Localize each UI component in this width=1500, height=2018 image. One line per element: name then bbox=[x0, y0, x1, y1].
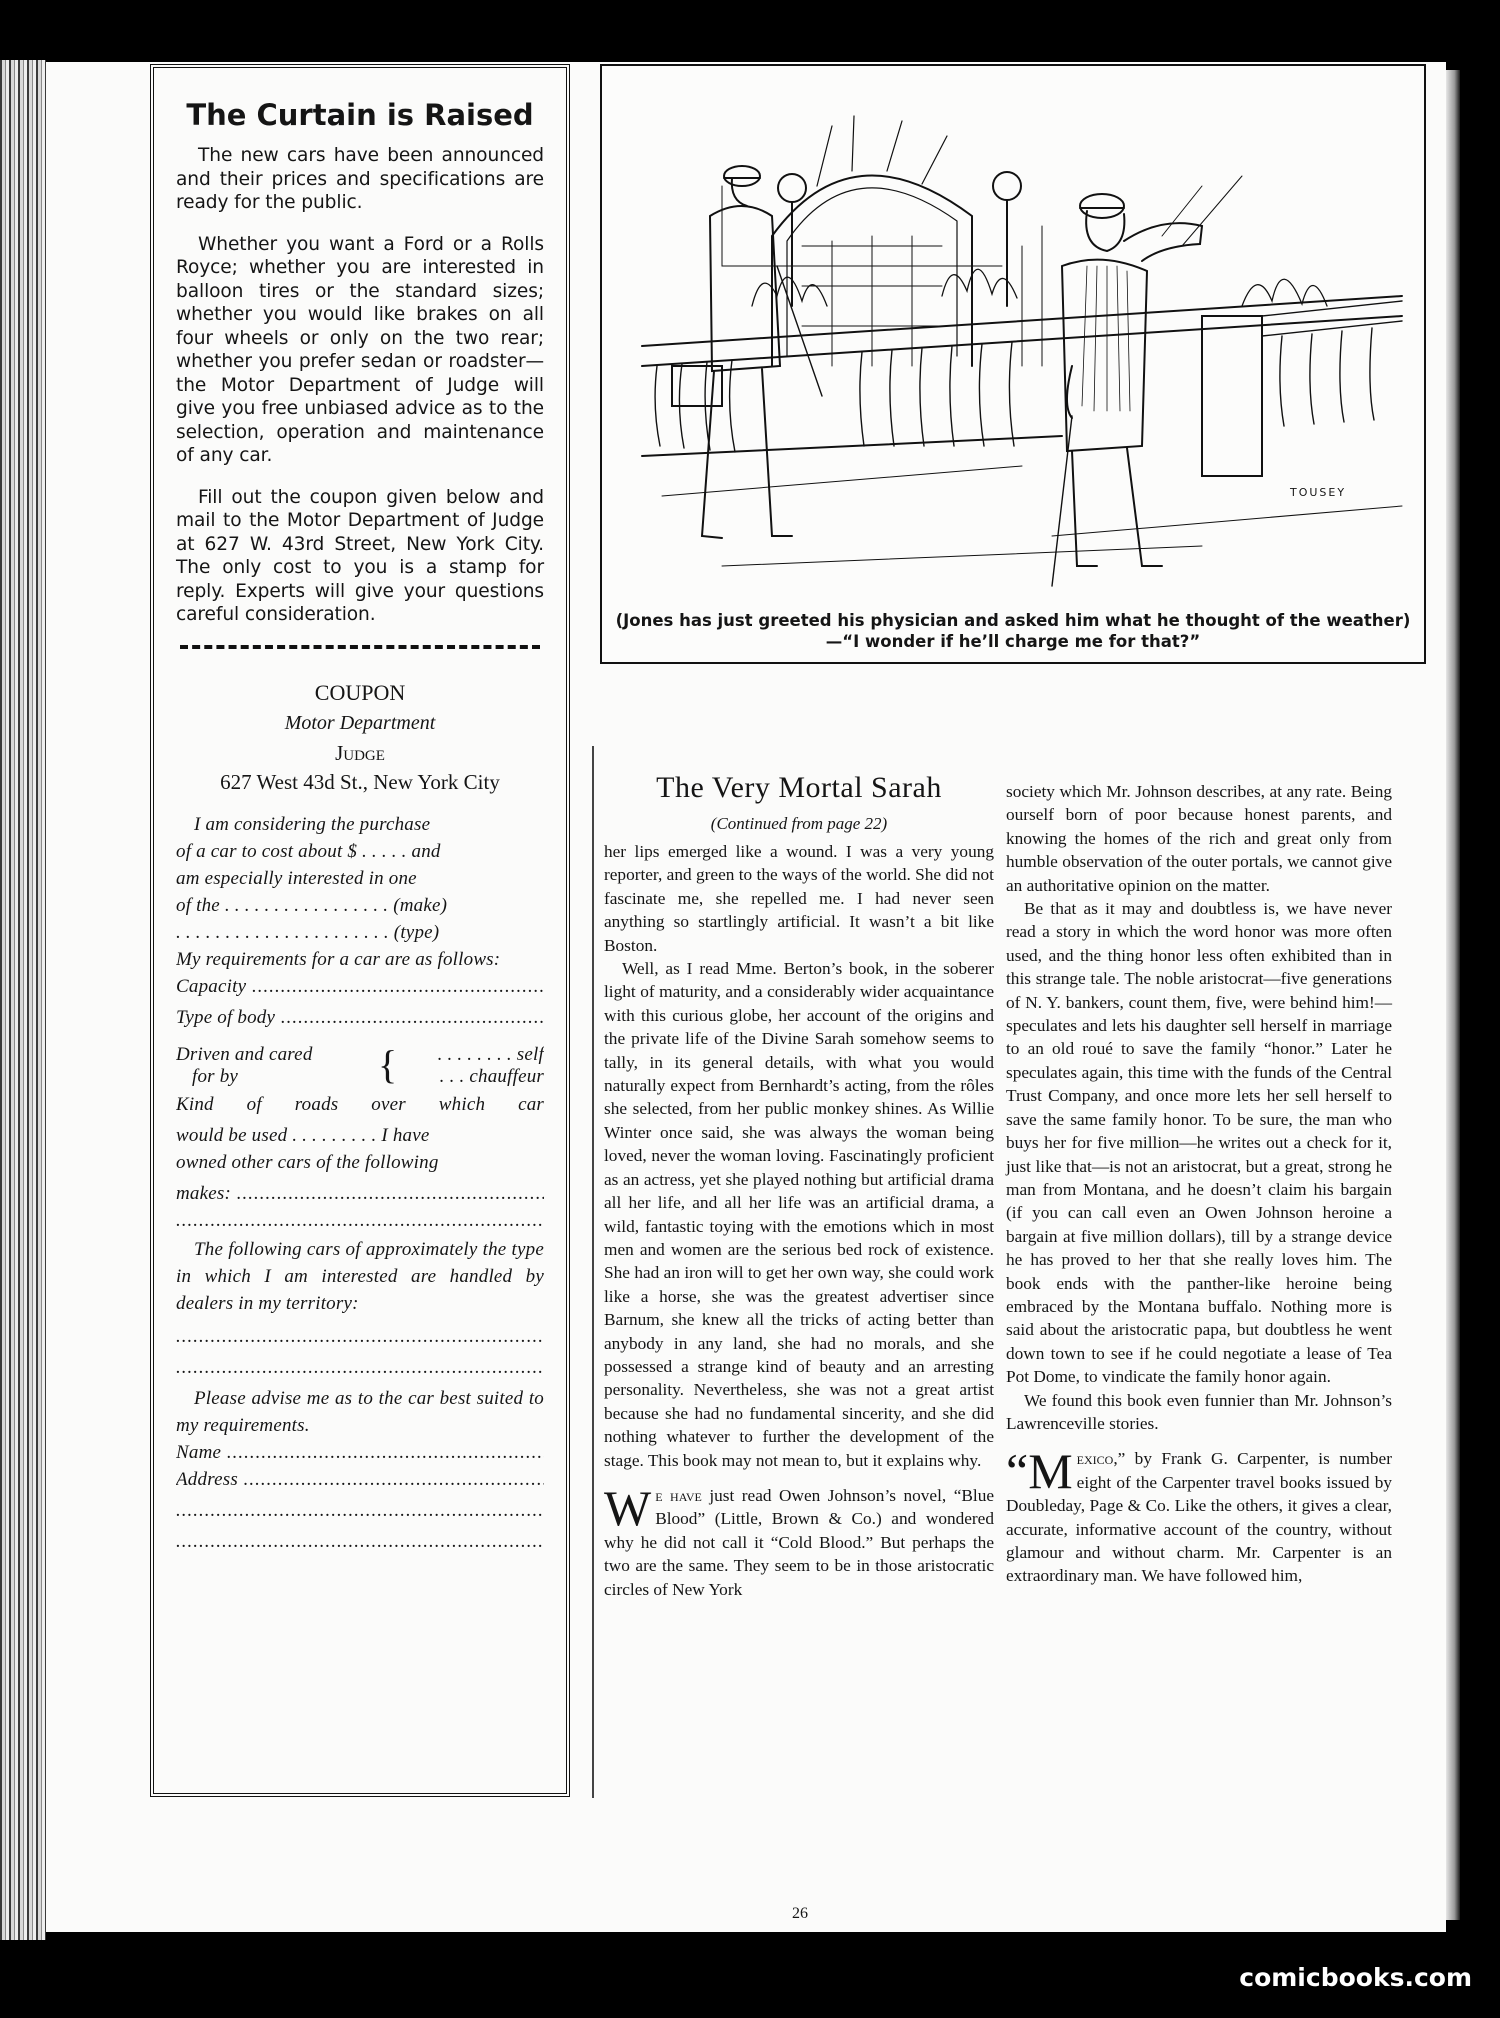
capacity-label: Capacity bbox=[176, 975, 247, 997]
coupon-field-address[interactable] bbox=[176, 1466, 544, 1493]
article-paragraph-2: Well, as I read Mme. Berton’s book, in the soberer light of maturity, and a considerably wider acquaintance with this curious globe, her account of the origins and the private life of the Divine Sarah somehow seems to tally, in its general details, with what you would naturally expect from Bernhardt’s acting, from the rôles she selected, from her public monkey shines. As Willie Winter once said, she was always the woman being loved, never the woman loving. Fascinatingly proficient as an actress, yet she played nothing but artificial drama all her life, and all her life was an artificial drama, a wild, fantastic toying with the emotions which in most men and women are the serious bed rock of existence. She had an iron will to get her own way, she could work like a horse, she was the greatest advertiser since Barnum, she knew all the tricks of acting better than anybody in any land, she had no morals, and she possessed a strange kind of beauty and an arresting personality. Nevertheless, she was not a great artist because she had no fundamental sincerity, and she did nothing whatever to further the development of the stage. This book may not mean to, but it explains why. bbox=[604, 959, 994, 1470]
coupon-department: Motor Department bbox=[284, 711, 436, 734]
coupon-heading: COUPON bbox=[314, 679, 406, 705]
column-rule bbox=[592, 746, 594, 1798]
coupon-field-type[interactable]: . . . . . . . . . . . . . . . . . . . . . . (type) bbox=[176, 921, 440, 943]
name-label: Name bbox=[176, 1441, 222, 1463]
coupon-field-capacity[interactable] bbox=[176, 973, 544, 1000]
sidebar-paragraph-1: The new cars have been announced and their prices and specifications are ready for the public. bbox=[176, 145, 544, 213]
coupon-field-body[interactable] bbox=[176, 1004, 544, 1031]
makes-label: makes: bbox=[176, 1182, 232, 1204]
coupon-line-interest: am especially interested in one bbox=[176, 867, 417, 889]
page-right-edge bbox=[1446, 70, 1460, 1920]
article-paragraph-3 bbox=[604, 1479, 994, 1601]
coupon-line-advise: Please advise me as to the car best suited to my requirements. bbox=[176, 1387, 544, 1436]
cartoon-caption: (Jones has just greeted his physician and asked him what he thought of the weather)—“I wonder if he’ll charge me for that?” bbox=[615, 611, 1411, 651]
chauffeur-option[interactable]: . . . chauffeur bbox=[439, 1065, 544, 1087]
coupon-line-dealers: The following cars of approximately the type in which I am interested are handled by dealers in my territory: bbox=[176, 1238, 544, 1314]
motor-department-sidebar bbox=[150, 64, 570, 1797]
article-paragraph-7 bbox=[1006, 1443, 1392, 1587]
article-column-2 bbox=[1006, 780, 1392, 1588]
brace-icon: { bbox=[378, 1041, 398, 1087]
cartoon-signature: TOUSEY bbox=[1290, 486, 1347, 499]
page-number: 26 bbox=[792, 1905, 808, 1922]
coupon-line-owned: owned other cars of the following bbox=[176, 1151, 439, 1173]
article-paragraph-6: We found this book even funnier than Mr. Johnson’s Lawrenceville stories. bbox=[1006, 1390, 1392, 1433]
coupon-address: 627 West 43d St., New York City bbox=[220, 769, 500, 794]
small-caps-lead: e have bbox=[655, 1485, 702, 1505]
coupon-driven-group[interactable] bbox=[176, 1041, 544, 1091]
for-by-label: for by bbox=[192, 1065, 239, 1087]
article-title: The Very Mortal Sarah bbox=[656, 771, 942, 804]
coupon-blank-line[interactable] bbox=[176, 1207, 544, 1234]
article-continued-note: (Continued from page 22) bbox=[710, 814, 888, 833]
sidebar-paragraph-3: Fill out the coupon given below and mail to the Motor Department of Judge at 627 W. 43rd Street, New York City. The only cost to you is a stamp for reply. Experts will give your questions careful consideration. bbox=[176, 486, 544, 625]
coupon-field-makes[interactable] bbox=[176, 1180, 544, 1207]
sidebar-paragraph-2: Whether you want a Ford or a Rolls Royce; whether you are interested in balloon tires or the standard sizes; whether you would like brakes on all four wheels or only on the two rear; whether you prefer sedan or roadster—the Motor Department of Judge will give you free unbiased advice as to the selection, operation and maintenance of any car. bbox=[176, 233, 544, 466]
coupon-line-purchase: I am considering the purchase bbox=[194, 813, 431, 835]
coupon[interactable] bbox=[176, 679, 544, 1555]
paragraph-3-text: just read Owen Johnson’s novel, “Blue Blood” (Little, Brown & Co.) and wondered why he did not call it “Cold Blood.” But perhaps the two are the same. They seem to be in those aristocratic circles of New York bbox=[604, 1485, 994, 1599]
paragraph-7-text: ” by Frank G. Carpenter, is number eight of the Carpenter travel books issued by Doubleday, Page & Co. Like the others, it gives a clear, accurate, informative account of the country, without glamour and without charm. Mr. Carpenter is an extraordinary man. We have followed him, bbox=[1006, 1449, 1392, 1586]
article-column-1 bbox=[604, 770, 994, 1601]
coupon-line-cost[interactable]: of a car to cost about $ . . . . . and bbox=[176, 840, 441, 862]
coupon-dealer-line-2[interactable] bbox=[176, 1354, 544, 1381]
coupon-field-roads[interactable]: would be used . . . . . . . . . I have bbox=[176, 1124, 430, 1146]
address-label: Address bbox=[176, 1468, 238, 1490]
coupon-address-line-2[interactable] bbox=[176, 1497, 544, 1524]
article-paragraph-1: her lips emerged like a wound. I was a very young reporter, and green to the ways of the world. She did not fascinate me, she repelled me. I had never seen anything so startlingly artificial. It wasn’t a bit like Boston. bbox=[604, 842, 994, 955]
book-binding-edge bbox=[0, 60, 46, 1940]
small-caps-mexico: exico, bbox=[1076, 1449, 1118, 1469]
drop-cap-m: “M bbox=[1006, 1443, 1073, 1500]
cartoon-illustration bbox=[602, 66, 1424, 606]
coupon-publisher: Judge bbox=[335, 740, 385, 765]
coupon-address-line-3[interactable] bbox=[176, 1528, 544, 1555]
coupon-cut-line bbox=[180, 645, 540, 649]
site-watermark: comicbooks.com bbox=[1239, 1963, 1472, 1992]
coupon-line-roads: Kind of roads over which car bbox=[176, 1093, 544, 1115]
drop-cap-w: W bbox=[604, 1479, 652, 1536]
sidebar-title: The Curtain is Raised bbox=[186, 98, 534, 132]
body-type-label: Type of body bbox=[176, 1006, 276, 1028]
coupon-field-name[interactable] bbox=[176, 1439, 544, 1466]
driven-label: Driven and cared bbox=[176, 1043, 313, 1065]
article-paragraph-4: society which Mr. Johnson describes, at any rate. Being ourself born of poor because honest parents, and knowing the homes of the rich and great only from humble observation of the outer portals, we cannot give an authoritative opinion on the matter. bbox=[1006, 782, 1392, 895]
coupon-line-requirements: My requirements for a car are as follows: bbox=[176, 948, 501, 970]
cartoon-panel bbox=[600, 64, 1426, 664]
self-option[interactable]: . . . . . . . . self bbox=[437, 1043, 544, 1065]
coupon-dealer-line-1[interactable] bbox=[176, 1323, 544, 1350]
coupon-field-make[interactable]: of the . . . . . . . . . . . . . . . . . (make) bbox=[176, 894, 448, 916]
article-paragraph-5: Be that as it may and doubtless is, we have never read a story in which the word honor was more often used, and the thing honor less often exhibited than in this strange tale. The noble aristocrat—five generations of N. Y. bankers, count them, five, were behind him!—speculates and lets his daughter sell herself in marriage to an old roué to save the family “honor.” Later he speculates again, this time with the funds of the Central Trust Company, and once more lets her sell herself to save the same family honor. To be sure, the man who buys her for five million—he writes out a check for it, just like that—is not an aristocrat, but a great, strong he man from Montana, and he doesn’t claim his bargain (if you can call even an Owen Johnson heroine a bargain at five million dollars), till by a strange device he has proved to her that she really loves him. The book ends with the panther-like heroine being embraced by the Montana buffalo. Nothing more is said about the aristocratic papa, but doubtless he went down town to see if he could negotiate a lease of Tea Pot Dome, to vindicate the family honor again. bbox=[1006, 899, 1392, 1387]
